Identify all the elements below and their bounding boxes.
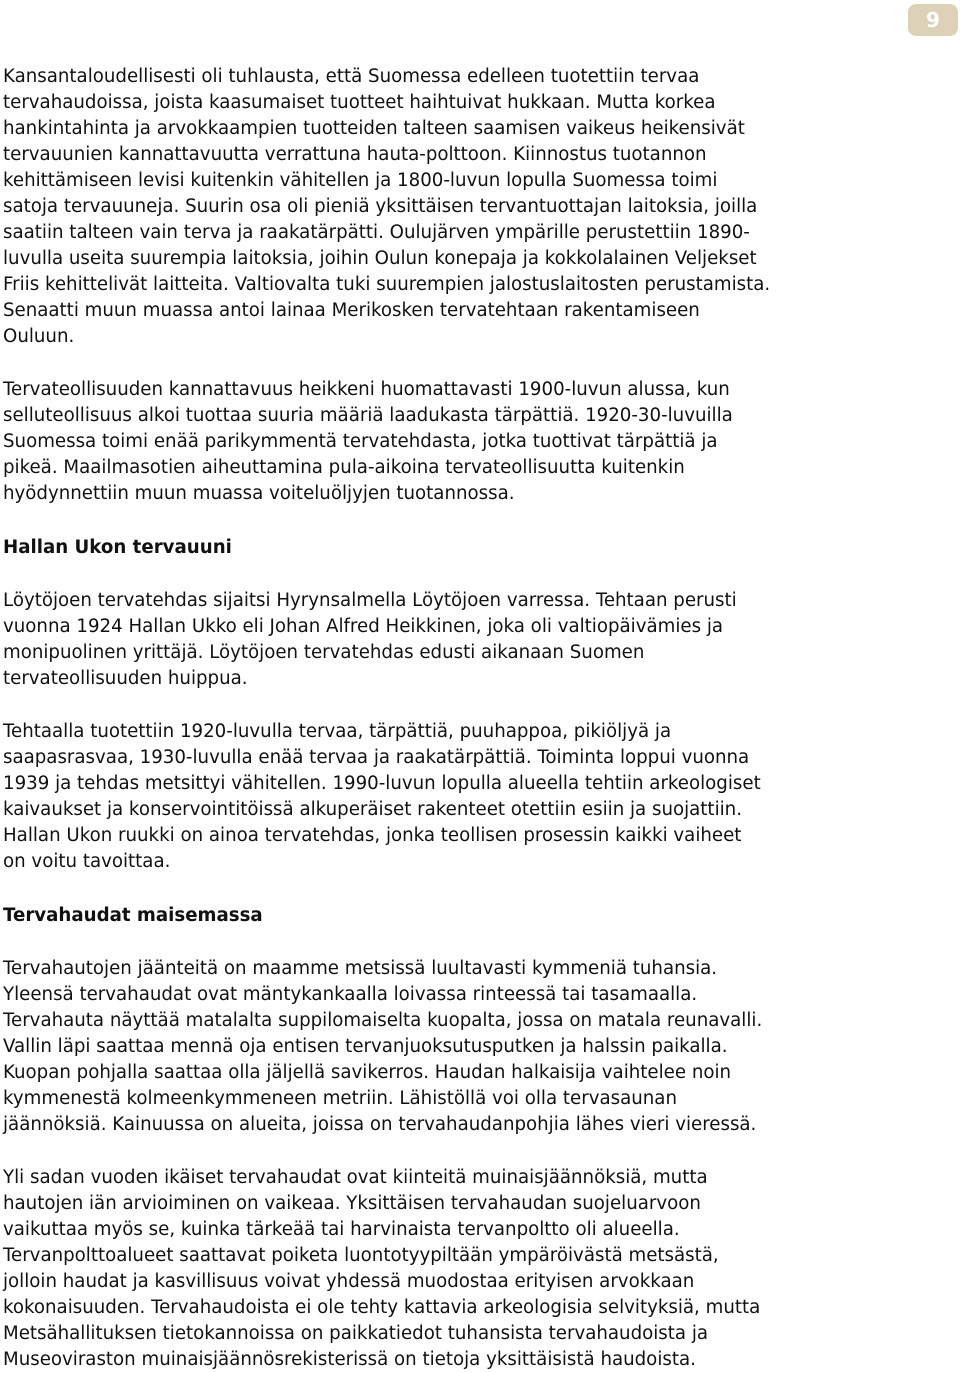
text-line: jolloin haudat ja kasvillisuus voivat yhdessä muodostaa erityisen arvokkaan bbox=[3, 1271, 695, 1292]
text-line: tervahaudoissa, joista kaasumaiset tuotteet haihtuivat hukkaan. Mutta korkea bbox=[3, 92, 716, 113]
text-line: Metsähallituksen tietokannoissa on paikkatiedot tuhansista tervahaudoista ja bbox=[3, 1323, 709, 1344]
text-line: Vallin läpi saattaa mennä oja entisen tervanjuoksutusputken ja halssin paikalla. bbox=[3, 1036, 728, 1057]
document-body bbox=[3, 64, 953, 1373]
text-line: Suomessa toimi enää parikymmentä tervatehdasta, jotka tuottivat tärpättiä ja bbox=[3, 431, 718, 452]
text-line: kymmenestä kolmeenkymmeneen metriin. Lähistöllä voi olla tervasaunan bbox=[3, 1088, 677, 1109]
text-line: jäännöksiä. Kainuussa on alueita, joissa on tervahaudanpohjia lähes vieri vieressä. bbox=[3, 1114, 757, 1135]
text-line: vuonna 1924 Hallan Ukko eli Johan Alfred Heikkinen, joka oli valtiopäivämies ja bbox=[3, 616, 724, 637]
text-line: satoja tervauuneja. Suurin osa oli pieniä yksittäisen tervantuottajan laitoksia, joilla bbox=[3, 196, 758, 217]
text-line: Ouluun. bbox=[3, 326, 75, 347]
text-line: vaikuttaa myös se, kuinka tärkeää tai harvinaista tervanpoltto oli alueella. bbox=[3, 1219, 680, 1240]
text-line: Tervateollisuuden kannattavuus heikkeni huomattavasti 1900-luvun alussa, kun bbox=[3, 379, 730, 400]
text-line: pikeä. Maailmasotien aiheuttamina pula-aikoina tervateollisuutta kuitenkin bbox=[3, 457, 685, 478]
text-line: kokonaisuuden. Tervahaudoista ei ole tehty kattavia arkeologisia selvityksiä, mutta bbox=[3, 1297, 761, 1318]
section-heading-hallan-ukon: Hallan Ukon tervauuni bbox=[3, 537, 232, 558]
text-line: Hallan Ukon ruukki on ainoa tervatehdas, jonka teollisen prosessin kaikki vaiheet bbox=[3, 825, 742, 846]
text-line: saatiin talteen vain terva ja raakatärpätti. Oulujärven ympärille perustettiin 1890- bbox=[3, 222, 750, 243]
text-line: tervateollisuuden huippua. bbox=[3, 668, 248, 689]
text-line: Tervanpolttoalueet saattavat poiketa luontotyypiltään ympäröivästä metsästä, bbox=[3, 1245, 719, 1266]
text-line: Löytöjoen tervatehdas sijaitsi Hyrynsalmella Löytöjoen varressa. Tehtaan perusti bbox=[3, 590, 737, 611]
text-line: hautojen iän arvioiminen on vaikeaa. Yksittäisen tervahaudan suojeluarvoon bbox=[3, 1193, 701, 1214]
text-line: luvulla useita suurempia laitoksia, joihin Oulun konepaja ja kokkolalainen Veljekset bbox=[3, 248, 757, 269]
paragraph-5 bbox=[3, 956, 953, 1138]
text-line: Yleensä tervahaudat ovat mäntykankaalla loivassa rinteessä tai tasamaalla. bbox=[3, 984, 698, 1005]
text-line: hyödynnettiin muun muassa voiteluöljyjen tuotannossa. bbox=[3, 483, 515, 504]
text-line: Senaatti muun muassa antoi lainaa Merikosken tervatehtaan rakentamiseen bbox=[3, 300, 700, 321]
text-line: on voitu tavoittaa. bbox=[3, 851, 171, 872]
page-number-badge bbox=[908, 4, 958, 36]
text-line: Yli sadan vuoden ikäiset tervahaudat ovat kiinteitä muinaisjäännöksiä, mutta bbox=[3, 1167, 708, 1188]
paragraph-3 bbox=[3, 588, 953, 692]
text-line: 1939 ja tehdas metsittyi vähitellen. 1990-luvun lopulla alueella tehtiin arkeologiset bbox=[3, 773, 761, 794]
text-line: Friis kehittelivät laitteita. Valtiovalta tuki suurempien jalostuslaitosten perustamista. bbox=[3, 274, 771, 295]
text-line: kaivaukset ja konservointitöissä alkuperäiset rakenteet otettiin esiin ja suojattiin. bbox=[3, 799, 742, 820]
paragraph-6 bbox=[3, 1165, 953, 1373]
text-line: Tervahauta näyttää matalalta suppilomaiselta kuopalta, jossa on matala reunavalli. bbox=[3, 1010, 763, 1031]
text-line: monipuolinen yrittäjä. Löytöjoen tervatehdas edusti aikanaan Suomen bbox=[3, 642, 645, 663]
text-line: saapasrasvaa, 1930-luvulla enää tervaa ja raakatärpättiä. Toiminta loppui vuonna bbox=[3, 747, 750, 768]
text-line: Kuopan pohjalla saattaa olla jäljellä savikerros. Haudan halkaisija vaihtelee noin bbox=[3, 1062, 732, 1083]
text-line: Kansantaloudellisesti oli tuhlausta, että Suomessa edelleen tuotettiin tervaa bbox=[3, 66, 700, 87]
text-line: Museoviraston muinaisjäännösrekisterissä on tietoja yksittäisistä haudoista. bbox=[3, 1349, 696, 1370]
section-heading-tervahaudat: Tervahaudat maisemassa bbox=[3, 905, 263, 926]
text-line: Tehtaalla tuotettiin 1920-luvulla tervaa, tärpättiä, puuhappoa, pikiöljyä ja bbox=[3, 721, 672, 742]
paragraph-1 bbox=[3, 64, 953, 350]
page-number: 9 bbox=[926, 8, 940, 32]
text-line: tervauunien kannattavuutta verrattuna hauta-polttoon. Kiinnostus tuotannon bbox=[3, 144, 707, 165]
text-line: selluteollisuus alkoi tuottaa suuria määriä laadukasta tärpättiä. 1920-30-luvuilla bbox=[3, 405, 733, 426]
text-line: hankintahinta ja arvokkaampien tuotteiden talteen saamisen vaikeus heikensivät bbox=[3, 118, 745, 139]
paragraph-2 bbox=[3, 377, 953, 507]
text-line: kehittämiseen levisi kuitenkin vähitellen ja 1800-luvun lopulla Suomessa toimi bbox=[3, 170, 718, 191]
text-line: Tervahautojen jäänteitä on maamme metsissä luultavasti kymmeniä tuhansia. bbox=[3, 958, 718, 979]
paragraph-4 bbox=[3, 719, 953, 875]
